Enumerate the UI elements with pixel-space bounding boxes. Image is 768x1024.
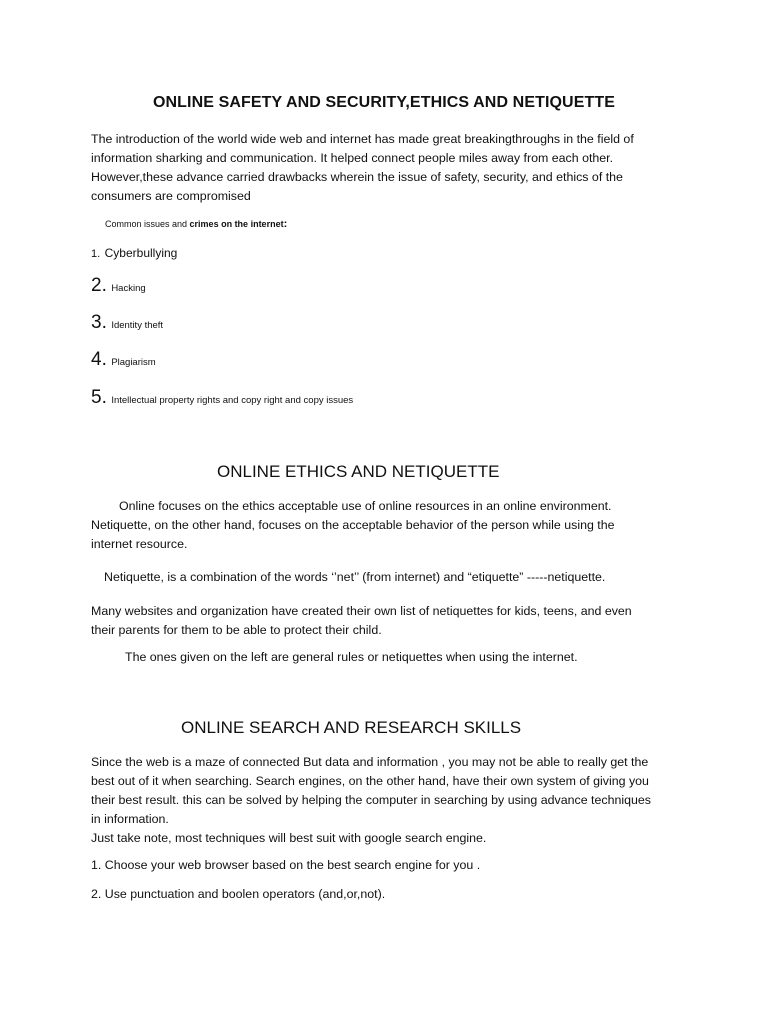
list-item-number: 2. <box>91 275 107 296</box>
list-item-number: 3. <box>91 312 107 333</box>
issues-heading-colon: : <box>283 218 288 230</box>
general-rules-note: The ones given on the left are general rules or netiquettes when using the internet. <box>125 650 578 664</box>
research-line: Just take note, most techniques will best suit with google search engine. <box>91 831 487 845</box>
ethics-line: internet resource. <box>91 537 188 551</box>
ethics-heading: ONLINE ETHICS AND NETIQUETTE <box>217 462 500 481</box>
list-item <box>91 349 156 371</box>
research-line: their best result. this can be solved by helping the computer in searching by using advance techniques <box>91 793 651 807</box>
list-item-text: Cyberbullying <box>104 246 178 260</box>
ethics-paragraph <box>91 497 691 554</box>
intro-line: consumers are compromised <box>91 189 251 203</box>
list-item-text: Hacking <box>111 283 146 294</box>
research-paragraph <box>91 753 691 848</box>
issues-heading <box>105 218 287 230</box>
list-item-text: Plagiarism <box>111 357 156 368</box>
ethics-line: their parents for them to be able to protect their child. <box>91 623 382 637</box>
list-item-text: Identity theft <box>111 320 164 331</box>
ethics-line: Online focuses on the ethics acceptable use of online resources in an online environment. <box>119 499 612 513</box>
research-line: in information. <box>91 812 169 826</box>
netiquette-list-paragraph <box>91 602 691 640</box>
list-item-number: 1. <box>91 248 101 260</box>
issues-heading-part1: Common issues and <box>105 219 190 229</box>
research-tip: 2. Use punctuation and boolen operators (and,or,not). <box>91 887 386 901</box>
research-line: Since the web is a maze of connected But data and information , you may not be able to really get the <box>91 755 649 769</box>
netiquette-definition: Netiquette, is a combination of the words ‘’net’’ (from internet) and “etiquette” -----netiquette. <box>104 570 606 584</box>
intro-line: information sharking and communication. It helped connect people miles away from each other. <box>91 151 614 165</box>
intro-line: However,these advance carried drawbacks wherein the issue of safety, security, and ethics of the <box>91 170 623 184</box>
list-item <box>91 244 177 262</box>
research-line: best out of it when searching. Search engines, on the other hand, have their own system of giving you <box>91 774 649 788</box>
ethics-line: Many websites and organization have created their own list of netiquettes for kids, teens, and even <box>91 604 632 618</box>
list-item-text: Intellectual property rights and copy right and copy issues <box>111 395 354 406</box>
list-item-number: 4. <box>91 349 107 370</box>
research-tip: 1. Choose your web browser based on the best search engine for you . <box>91 858 481 872</box>
intro-paragraph <box>91 130 691 206</box>
intro-line: The introduction of the world wide web and internet has made great breakingthroughs in the field of <box>91 132 634 146</box>
issues-heading-part2: crimes on the internet <box>189 219 284 229</box>
list-item <box>91 275 146 297</box>
page-title: ONLINE SAFETY AND SECURITY,ETHICS AND NETIQUETTE <box>152 94 616 111</box>
list-item <box>91 387 353 409</box>
research-heading: ONLINE SEARCH AND RESEARCH SKILLS <box>181 718 522 737</box>
list-item <box>91 312 163 334</box>
list-item-number: 5. <box>91 387 107 408</box>
ethics-line: Netiquette, on the other hand, focuses on the acceptable behavior of the person while using the <box>91 518 615 532</box>
